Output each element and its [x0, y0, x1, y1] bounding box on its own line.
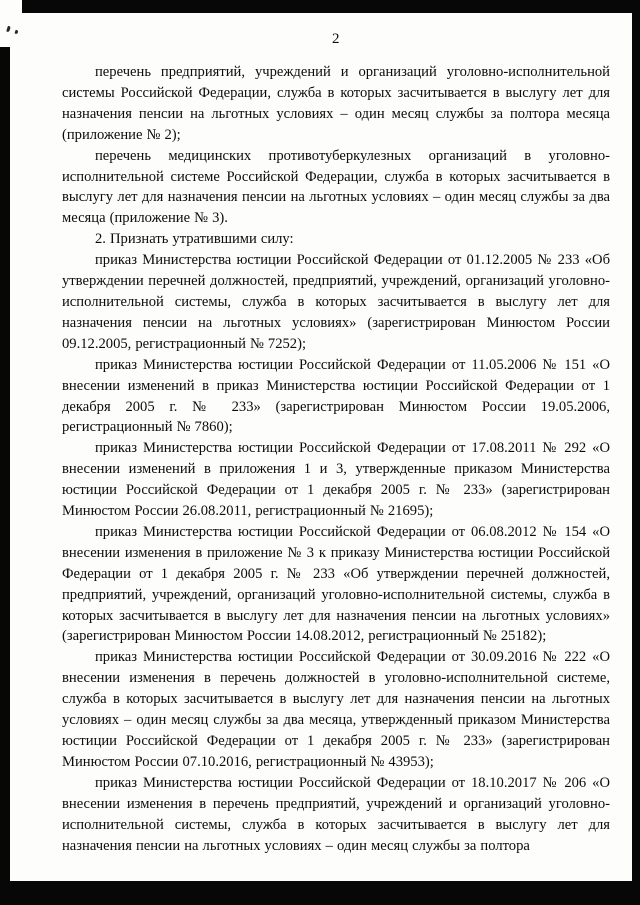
paragraph: приказ Министерства юстиции Российской Федерации от 01.12.2005 № 233 «Об утверждении перечней должностей, предприятий, учреждений, организаций уголовно-исполнительной системы, служба в которых засчитывается в выслугу лет для назначения пенсии на льготных условиях» (зарегистрирован Минюстом России 09.12.2005, регистрационный № 7252);: [62, 252, 610, 352]
paragraph: приказ Министерства юстиции Российской Федерации от 17.08.2011 № 292 «О внесении изменений в приложения 1 и 3, утвержденные приказом Министерства юстиции Российской Федерации от 1 декабря 2005 г. № 233» (зарегистрирован Минюстом России 26.08.2011, регистрационный № 21695);: [62, 440, 610, 520]
paragraph: перечень медицинских противотуберкулезных организаций в уголовно-исполнительной системе Российской Федерации, служба в которых засчитывается в выслугу лет для назначения пенсии на льготных условиях – один месяц службы за два месяца (приложение № 3).: [62, 147, 610, 227]
document-body: [62, 30, 610, 856]
scan-edge-left: [0, 47, 10, 905]
scan-artifact-icon: [6, 26, 11, 33]
paragraph: 2. Признать утратившими силу:: [95, 231, 294, 248]
paragraph: приказ Министерства юстиции Российской Федерации от 11.05.2006 № 151 «О внесении изменений в приказ Министерства юстиции Российской Федерации от 1 декабря 2005 г. № 233» (зарегистрирован Минюстом России 19.05.2006, регистрационный № 7860);: [62, 356, 610, 436]
scan-edge-right: [632, 0, 640, 905]
paragraph: приказ Министерства юстиции Российской Федерации от 30.09.2016 № 222 «О внесении изменения в перечень должностей в уголовно-исполнительной системе, служба в которых засчитывается в выслугу лет для назначения пенсии на льготных условиях – один месяц службы за два месяца, утвержденный приказом Министерства юстиции Российской Федерации от 1 декабря 2005 г. № 233» (зарегистрирован Минюстом России 07.10.2016, регистрационный № 43953);: [62, 649, 610, 770]
page-number: 2: [332, 31, 340, 47]
paragraph: приказ Министерства юстиции Российской Федерации от 18.10.2017 № 206 «О внесении изменения в перечень предприятий, учреждений и организаций уголовно-исполнительной системы, служба в которых засчитывается в выслугу лет для назначения пенсии на льготных условиях – один месяц службы за полтора: [62, 774, 610, 854]
paragraph: перечень предприятий, учреждений и организаций уголовно-исполнительной системы Российской Федерации, служба в которых засчитывается в выслугу лет для назначения пенсии на льготных условиях – один месяц службы за полтора месяца (приложение № 2);: [62, 64, 610, 143]
scan-edge-top: [22, 0, 640, 13]
paragraph: приказ Министерства юстиции Российской Федерации от 06.08.2012 № 154 «О внесении изменения в приложение № 3 к приказу Министерства юстиции Российской Федерации от 1 декабря 2005 г. № 233 «Об утверждении перечней должностей, предприятий, учреждений, организаций уголовно-исполнительной системы, служба в которых засчитывается в выслугу лет для назначения пенсии на льготных условиях» (зарегистрирован Минюстом России 14.08.2012, регистрационный № 25182);: [62, 523, 610, 645]
scan-edge-bottom: [0, 881, 640, 905]
scan-artifact-icon: [14, 30, 18, 35]
